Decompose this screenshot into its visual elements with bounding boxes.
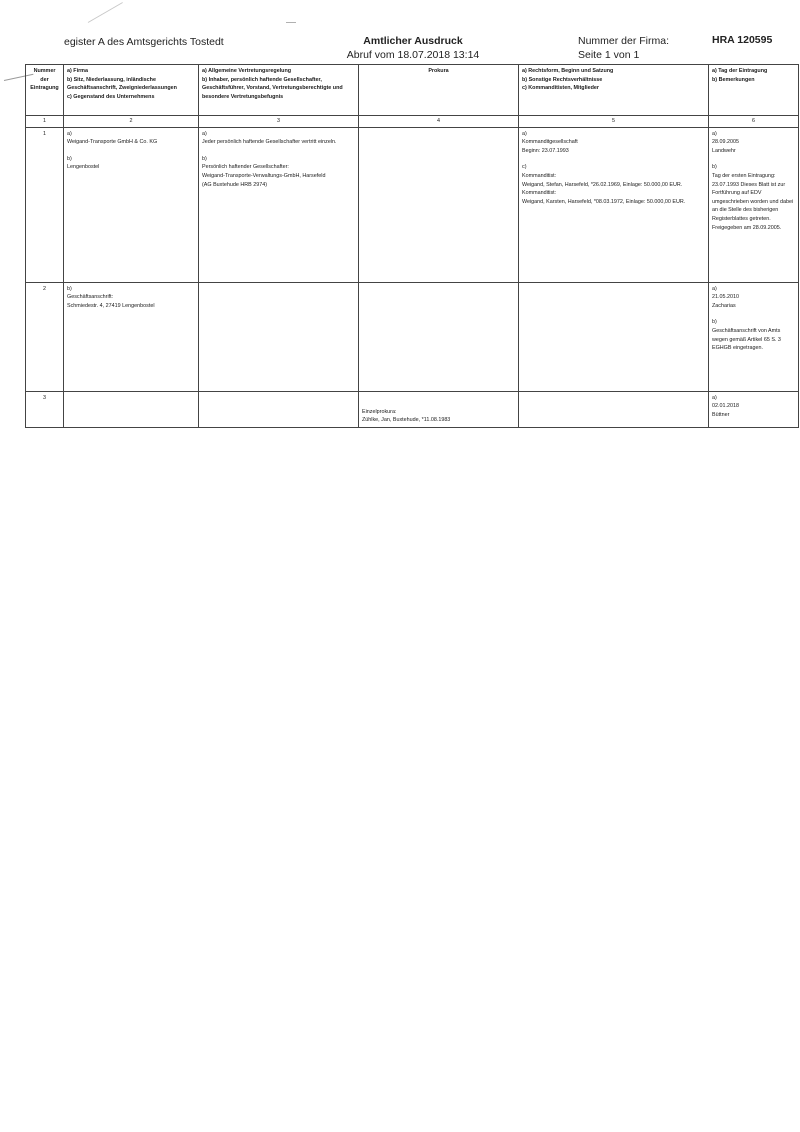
firm-number: HRA 120595	[712, 34, 773, 46]
entry-representation-cell	[199, 282, 359, 391]
entry-firm-cell	[64, 391, 199, 427]
entry-legal-form-cell	[519, 391, 709, 427]
entry-date: 21.05.2010	[712, 294, 739, 301]
column-number: 2	[64, 116, 199, 128]
entry-number: 2	[26, 282, 64, 391]
column-header-representation: a) Allgemeine Vertretungsregelung b) Inhaber, persönlich haftende Gesellschafter, Geschäftsführer, Vorstand, Vertretungsberechtigte und besondere Vertretungsbefugnis	[199, 65, 359, 116]
column-number: 1	[26, 116, 64, 128]
column-number-row	[26, 116, 799, 128]
column-number: 3	[199, 116, 359, 128]
entry-date: 28.09.2005	[712, 139, 739, 146]
entry-firm-cell: a) Weigand-Transporte GmbH & Co. KG b) Lengenbostel	[64, 127, 199, 282]
court-register-title: egister A des Amtsgerichts Tostedt	[64, 36, 224, 48]
firm-name: Weigand-Transporte GmbH & Co. KG	[67, 139, 158, 146]
firm-seat: Lengenbostel	[67, 164, 100, 171]
scan-artifact-line	[88, 2, 123, 23]
table-row	[26, 282, 799, 391]
entry-date: 02.01.2018	[712, 403, 739, 410]
column-header-legal-form: a) Rechtsform, Beginn und Satzung b) Sonstige Rechtsverhältnisse c) Kommanditisten, Mitglieder	[519, 65, 709, 116]
entry-legal-form-cell	[519, 282, 709, 391]
document-title-block	[338, 34, 488, 62]
firm-number-label: Nummer der Firma:	[578, 35, 670, 47]
document-title: Amtlicher Ausdruck	[363, 35, 463, 47]
entry-date-remarks-cell: a) 21.05.2010 Zacharias b) Geschäftsanschrift von Amts wegen gemäß Artikel 65 S. 3 EGHGB eingetragen.	[709, 282, 799, 391]
register-table	[25, 64, 799, 428]
entry-number: 3	[26, 391, 64, 427]
prokura-holder: Zühlke, Jan, Buxtehude, *11.08.1983	[362, 417, 451, 424]
page-info: Seite 1 von 1	[578, 49, 640, 61]
column-number: 4	[359, 116, 519, 128]
entry-prokura-cell	[359, 127, 519, 282]
column-number: 5	[519, 116, 709, 128]
business-address: Schmiedestr. 4, 27419 Lengenbostel	[67, 302, 155, 309]
table-row	[26, 127, 799, 282]
column-header-date-remarks: a) Tag der Eintragung b) Bemerkungen	[709, 65, 799, 116]
firm-number-block	[578, 34, 669, 62]
entry-number: 1	[26, 127, 64, 282]
column-header-prokura: Prokura	[359, 65, 519, 116]
retrieval-timestamp: Abruf vom 18.07.2018 13:14	[346, 49, 480, 61]
table-header-row	[26, 65, 799, 116]
table-row	[26, 391, 799, 427]
entry-firm-cell: b) Geschäftsanschrift: Schmiedestr. 4, 27419 Lengenbostel	[64, 282, 199, 391]
column-header-entry-number: Nummer der Eintragung	[26, 65, 64, 116]
entry-date-remarks-cell: a) 02.01.2018 Büttner	[709, 391, 799, 427]
entry-date-remarks-cell: a) 28.09.2005 Landwehr b) Tag der ersten Eintragung: 23.07.1993 Dieses Blatt ist zur Fortführung auf EDV umgeschrieben worden und dabei an die Stelle des bisherigen Registerblattes getreten. Freigegeben am 28.09.2005.	[709, 127, 799, 282]
entry-representation-cell	[199, 391, 359, 427]
entry-representation-cell: a) Jeder persönlich haftende Gesellschafter vertritt einzeln. b) Persönlich haftender Gesellschafter: Weigand-Transporte-Verwaltungs-GmbH, Harsefeld (AG Buxtehude HRB 2974)	[199, 127, 359, 282]
column-header-firm: a) Firma b) Sitz, Niederlassung, inländische Geschäftsanschrift, Zweigniederlassungen c) Gegenstand des Unternehmens	[64, 65, 199, 116]
entry-legal-form-cell: a) Kommanditgesellschaft Beginn: 23.07.1993 c) Kommanditist: Weigand, Stefan, Harsefeld, *26.02.1969, Einlage: 50.000,00 EUR. Kommanditist: Weigand, Karsten, Harsefeld, *08.03.1972, Einlage: 50.000,00 EUR.	[519, 127, 709, 282]
entry-prokura-cell: Einzelprokura: Zühlke, Jan, Buxtehude, *11.08.1983	[359, 391, 519, 427]
column-number: 6	[709, 116, 799, 128]
scan-artifact-line	[286, 22, 296, 23]
entry-prokura-cell	[359, 282, 519, 391]
